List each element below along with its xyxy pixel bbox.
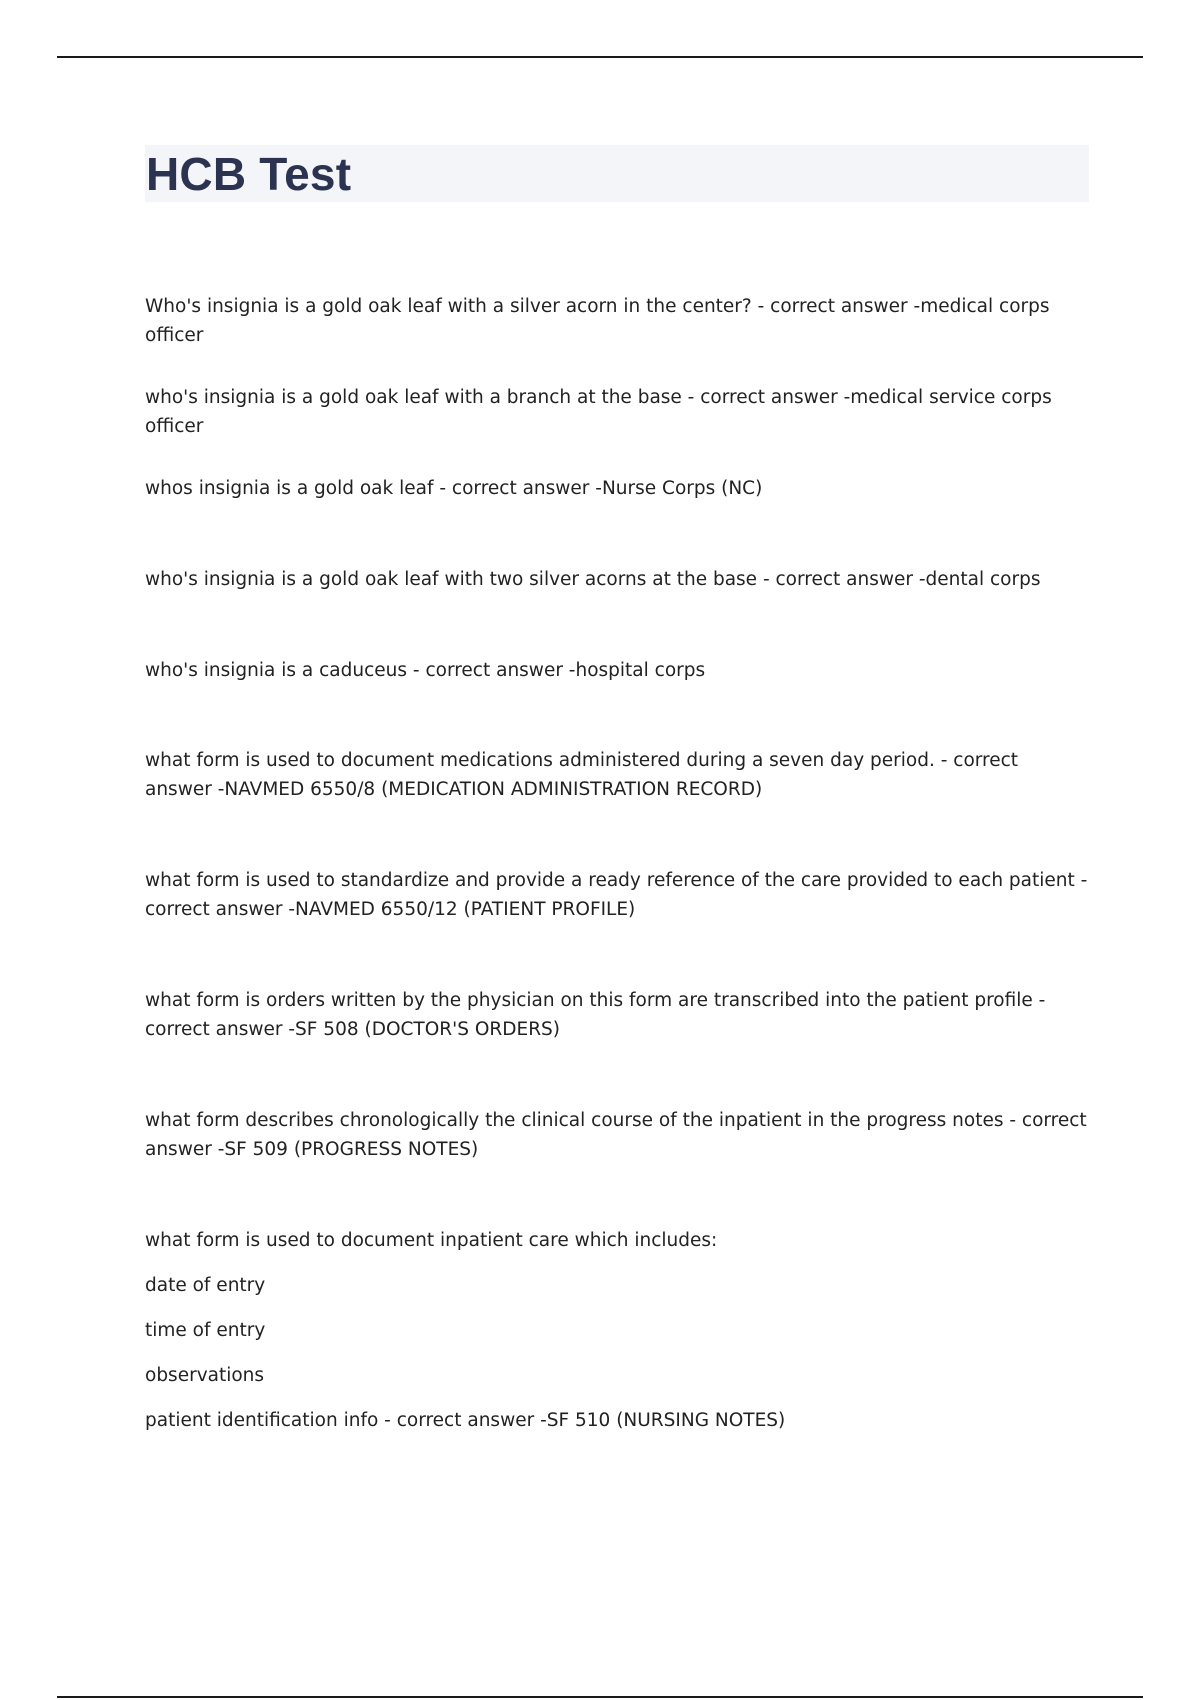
qa-item bbox=[145, 1106, 1090, 1164]
qa-item bbox=[145, 866, 1090, 924]
qa-text: Who's insignia is a gold oak leaf with a silver acorn in the center? - correct answer -medical corps officer bbox=[145, 296, 1050, 346]
qa-text: what form is orders written by the physician on this form are transcribed into the patient profile - correct answer -SF 508 (DOCTOR'S ORDERS) bbox=[145, 990, 1046, 1040]
qa-item bbox=[145, 565, 1090, 594]
qa-detail-line: date of entry bbox=[145, 1275, 266, 1296]
qa-item bbox=[145, 746, 1090, 804]
qa-answer-line: patient identification info - correct answer -SF 510 (NURSING NOTES) bbox=[145, 1410, 786, 1431]
qa-item-multiline bbox=[145, 1226, 1090, 1435]
qa-item bbox=[145, 383, 1090, 441]
qa-detail-line: observations bbox=[145, 1365, 265, 1386]
qa-text: what form is used to standardize and provide a ready reference of the care provided to each patient - correct answer -NAVMED 6550/12 (PATIENT PROFILE) bbox=[145, 870, 1088, 920]
footer-rule bbox=[57, 1696, 1143, 1698]
qa-text: what form is used to document medications administered during a seven day period. - correct answer -NAVMED 6550/8 (MEDICATION ADMINISTRATION RECORD) bbox=[145, 750, 1019, 800]
qa-detail-line: time of entry bbox=[145, 1320, 266, 1341]
header-rule bbox=[57, 56, 1143, 58]
qa-item bbox=[145, 292, 1090, 350]
page-title: HCB Test bbox=[146, 148, 352, 200]
qa-question-line: what form is used to document inpatient care which includes: bbox=[145, 1230, 718, 1251]
qa-item bbox=[145, 986, 1090, 1044]
qa-item bbox=[145, 656, 1090, 685]
qa-text: who's insignia is a caduceus - correct answer -hospital corps bbox=[145, 660, 706, 681]
qa-text: who's insignia is a gold oak leaf with a branch at the base - correct answer -medical service corps officer bbox=[145, 387, 1052, 437]
qa-text: what form describes chronologically the clinical course of the inpatient in the progress notes - correct answer -SF 509 (PROGRESS NOTES) bbox=[145, 1110, 1087, 1160]
qa-item bbox=[145, 474, 1090, 503]
qa-text: whos insignia is a gold oak leaf - correct answer -Nurse Corps (NC) bbox=[145, 478, 763, 499]
qa-text: who's insignia is a gold oak leaf with two silver acorns at the base - correct answer -dental corps bbox=[145, 569, 1041, 590]
